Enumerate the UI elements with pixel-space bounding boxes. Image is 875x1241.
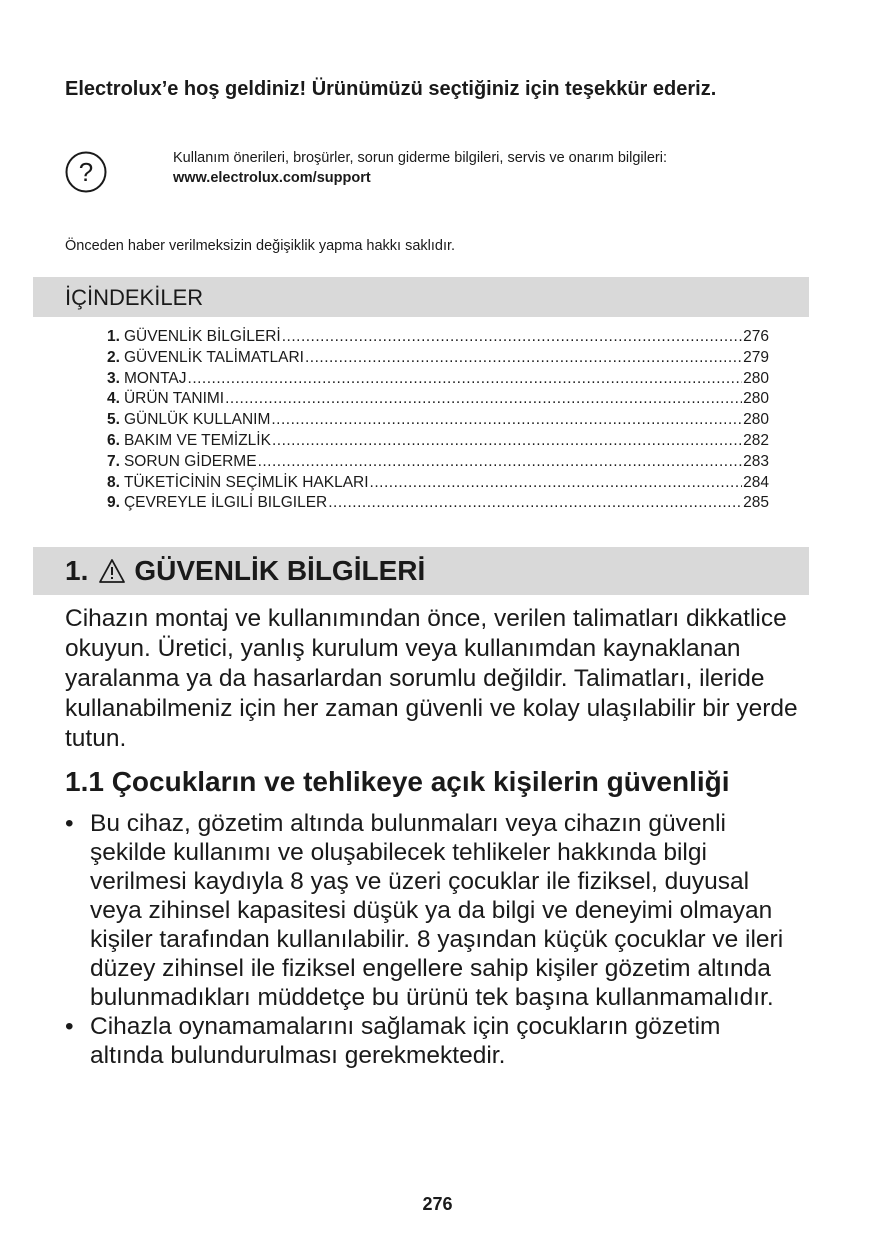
toc-item-page: 282: [743, 431, 769, 449]
toc-item-number: 7.: [107, 452, 120, 470]
bullet-text: Bu cihaz, gözetim altında bulunmaları veya cihazın güvenli şekilde kullanımı ve oluşabilecek tehlikeler hakkında bilgi verilmesi kaydıyla 8 yaş ve üzeri çocuklar ile fiziksel, duyusal veya zihinsel kapasitesi düşük ya da bilgi ve deneyimi olmayan kişiler tarafından kullanılabilir. 8 yaşından küçük çocuklar ve ileri düzey zihinsel ile fiziksel engellere sahip kişiler gözetim altında bulunmadıkları müddetçe bu ürünü tek başına kullanmamalıdır.: [90, 810, 784, 1011]
toc-item-page: 285: [743, 494, 769, 512]
change-notice: Önceden haber verilmeksizin değişiklik yapma hakkı saklıdır.: [65, 238, 456, 254]
toc-item-number: 6.: [107, 431, 120, 449]
toc-item-title: BAKIM VE TEMİZLİK: [123, 431, 271, 449]
welcome-heading: Electrolux’e hoş geldiniz! Ürünümüzü seçtiğiniz için teşekkür ederiz.: [65, 78, 717, 100]
toc-leader-dots: [272, 431, 742, 452]
toc-item-title: GÜNLÜK KULLANIM: [123, 411, 271, 429]
warning-triangle-icon: [98, 558, 126, 584]
toc-item[interactable]: [107, 389, 769, 410]
bullet-icon: •: [65, 810, 74, 837]
toc-item[interactable]: [107, 410, 769, 431]
toc-item[interactable]: [107, 473, 769, 494]
bullet-text: Cihazla oynamamalarını sağlamak için çocukların gözetim altında bulundurulması gerekmektedir.: [90, 1013, 721, 1069]
toc-leader-dots: [305, 348, 742, 369]
list-item: [65, 809, 800, 1012]
toc-item-title: SORUN GİDERME: [123, 452, 257, 470]
section-1-heading: [33, 547, 809, 595]
toc-item-number: 3.: [107, 369, 120, 387]
toc-item-title: TÜKETİCİNİN SEÇİMLİK HAKLARI: [123, 473, 369, 491]
toc-item[interactable]: [107, 348, 769, 369]
toc-item-title: GÜVENLİK BİLGİLERİ: [123, 328, 281, 345]
list-item: [65, 1012, 800, 1070]
toc-heading: İÇİNDEKİLER: [33, 277, 809, 317]
section-1-number: 1.: [65, 555, 89, 586]
toc-item-page: 284: [743, 473, 769, 491]
toc-item-title: ÇEVREYLE İLGILİ BILGILER: [123, 494, 328, 512]
support-text: Kullanım önerileri, broşürler, sorun giderme bilgileri, servis ve onarım bilgileri:: [173, 150, 667, 166]
table-of-contents: [107, 327, 769, 514]
toc-item[interactable]: [107, 493, 769, 514]
toc-item-number: 8.: [107, 473, 120, 491]
toc-item[interactable]: [107, 431, 769, 452]
toc-leader-dots: [271, 410, 742, 431]
toc-item-page: 280: [743, 369, 769, 387]
toc-item-title: MONTAJ: [123, 369, 187, 387]
toc-item-page: 280: [743, 390, 769, 408]
toc-item[interactable]: [107, 327, 769, 348]
toc-leader-dots: [258, 452, 743, 473]
support-link[interactable]: www.electrolux.com/support: [173, 170, 371, 186]
section-1-intro: Cihazın montaj ve kullanımından önce, verilen talimatları dikkatlice okuyun. Üretici, yanlış kurulum veya kullanımdan kaynaklanan yaralanma ya da hasarlardan sorumlu değildir. Talimatları, ileride kullanabilmeniz için her zaman güvenli ve kolay ulaşılabilir bir yerde tutun.: [65, 605, 798, 752]
toc-item-number: 9.: [107, 494, 120, 512]
toc-item-page: 276: [743, 328, 769, 345]
toc-leader-dots: [188, 369, 743, 390]
toc-leader-dots: [328, 493, 742, 514]
bullet-icon: •: [65, 1013, 74, 1040]
toc-item-page: 283: [743, 452, 769, 470]
toc-leader-dots: [282, 327, 742, 348]
toc-item-number: 1.: [107, 328, 120, 345]
toc-item-number: 5.: [107, 411, 120, 429]
toc-item-number: 2.: [107, 348, 120, 366]
toc-item[interactable]: [107, 452, 769, 473]
page-number: 276: [422, 1194, 453, 1214]
toc-item-title: GÜVENLİK TALİMATLARI: [123, 348, 304, 366]
section-1-title: GÜVENLİK BİLGİLERİ: [134, 555, 426, 586]
toc-leader-dots: [370, 473, 743, 494]
toc-item-title: ÜRÜN TANIMI: [123, 390, 225, 408]
subsection-heading: 1.1 Çocukların ve tehlikeye açık kişilerin güvenliği: [65, 766, 730, 797]
toc-item-number: 4.: [107, 390, 120, 408]
support-info: [173, 148, 813, 188]
toc-item-page: 279: [743, 348, 769, 366]
safety-bullet-list: [65, 809, 800, 1070]
toc-item-page: 280: [743, 411, 769, 429]
toc-leader-dots: [225, 389, 742, 410]
question-circle-icon: [65, 151, 107, 193]
svg-text:?: ?: [78, 157, 94, 187]
toc-item[interactable]: [107, 369, 769, 390]
